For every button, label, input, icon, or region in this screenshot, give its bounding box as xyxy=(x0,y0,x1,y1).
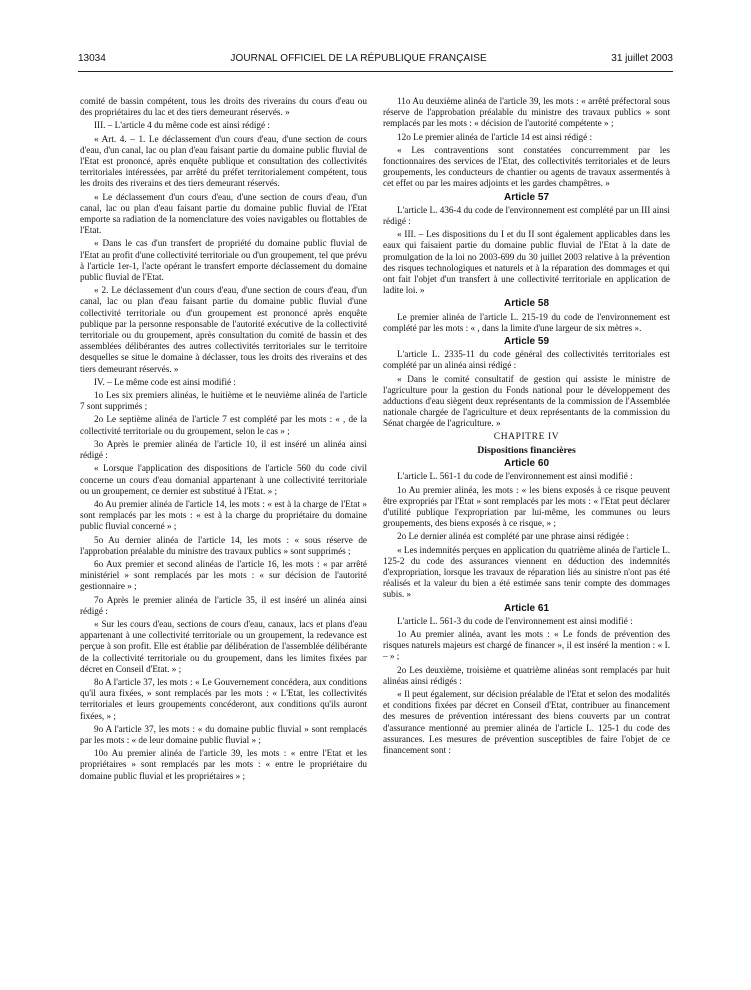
paragraph: « Lorsque l'application des dispositions de l'article 560 du code civil concerne un cours d'eau domanial appartenant à une collectivité territoriale ou un groupement, ce dernier est substitué à l'Etat. » ; xyxy=(80,463,367,496)
paragraph: 12o Le premier alinéa de l'article 14 est ainsi rédigé : xyxy=(397,131,593,142)
paragraph: 10o Au premier alinéa de l'article 39, les mots : « entre l'Etat et les propriétaires » sont remplacés par les mots : « entre le propriétaire du domaine public fluvial et les propriétaires » ; xyxy=(80,748,367,781)
article-heading: Article 61 xyxy=(503,602,550,614)
paragraph: 7o Après le premier alinéa de l'article 35, il est inséré un alinéa ainsi rédigé : xyxy=(80,594,367,616)
paragraph: 11o Au deuxième alinéa de l'article 39, les mots : « arrêté préfectoral sous réserve de l'approbation préalable du ministre des travaux publics » sont remplacés par les mots : « décision de l'autorité compétente » ; xyxy=(383,96,670,129)
paragraph: « Sur les cours d'eau, sections de cours d'eau, canaux, lacs et plans d'eau appartenant à une collectivité territoriale ou un groupement, la redevance est perçue à son profit. Elle est établie par délibération de l'assemblée délibérante de la collectivité territoriale ou du groupement, dans les limites fixées par décret en Conseil d'Etat. » ; xyxy=(80,618,367,674)
paragraph: « III. – Les dispositions du I et du II sont également applicables dans les eaux qui faisaient partie du domaine public fluvial de l'Etat à la date de promulgation de la loi no 2003-699 du 30 juillet 2003 relative à la prévention des risques technologiques et naturels et à la réparation des dommages et qui ont fait l'objet d'un transfert à une collectivité territoriale en application de ladite loi. » xyxy=(383,229,670,296)
chapter-title: Dispositions financières xyxy=(477,444,576,456)
paragraph: « Les indemnités perçues en application du quatrième alinéa de l'article L. 125-2 du code des assurances viennent en déduction des indemnités d'expropriation, lorsque les travaux de réparation liés au sinistre n'ont pas été réalisés et la valeur du bien a été estimée sans tenir compte des dommages subis. » xyxy=(383,544,670,600)
paragraph: « Dans le comité consultatif de gestion qui assiste le ministre de l'agriculture pour la gestion du Fonds national pour le développement des adductions d'eau siègent deux représentants de la commission de l'Assemblée nationale chargée de l'agriculture et deux représentants de la commission du Sénat chargée de l'agriculture. » xyxy=(383,373,670,429)
paragraph: L'article L. 561-1 du code de l'environnement est ainsi modifié : xyxy=(397,471,633,482)
publication-date: 31 juillet 2003 xyxy=(611,53,673,64)
paragraph: L'article L. 561-3 du code de l'environnement est ainsi modifié : xyxy=(397,615,633,626)
paragraph: Le premier alinéa de l'article L. 215-19 du code de l'environnement est complété par les mots : « , dans la limite d'une largeur de six mètres ». xyxy=(383,311,670,333)
paragraph: 2o Le dernier alinéa est complété par une phrase ainsi rédigée : xyxy=(397,531,629,542)
paragraph: « Les contraventions sont constatées concurremment par les fonctionnaires des services de l'Etat, des collectivités territoriales et de leurs groupements, les conducteurs de chantier ou agents de travaux assermentés à cet effet ou par les maires adjoints et les gardes champêtres. » xyxy=(383,144,670,189)
paragraph: 1o Au premier alinéa, les mots : « les biens exposés à ce risque peuvent être expropriés par l'Etat » sont remplacés par les mots : « l'Etat peut déclarer d'utilité publique l'expropriation par lui-même, les communes ou leurs groupements, des biens exposés à ce risque, » ; xyxy=(383,484,670,529)
chapter-label: CHAPITRE IV xyxy=(493,431,560,442)
paragraph: « Le déclassement d'un cours d'eau, d'une section de cours d'eau, d'un canal, lac ou plan d'eau faisant partie du domaine public fluvial de l'Etat emporte sa radiation de la nomenclature des voies navigables ou flottables de l'Etat. xyxy=(80,191,367,236)
paragraph: 5o Au dernier alinéa de l'article 14, les mots : « sous réserve de l'approbation préalable du ministre des travaux publics » sont supprimés ; xyxy=(80,534,367,556)
header-rule xyxy=(78,71,673,72)
right-column xyxy=(383,96,670,758)
article-heading: Article 60 xyxy=(503,458,550,470)
paragraph: « Il peut également, sur décision préalable de l'Etat et selon des modalités et conditions fixées par décret en Conseil d'Etat, contribuer au financement des mesures de prévention intéressant des biens couverts par un contrat d'assurance mentionné au premier alinéa de l'article L. 125-1 du code des assurances. Les mesures de prévention susceptibles de faire l'objet de ce financement sont : xyxy=(383,688,670,755)
article-heading: Article 59 xyxy=(503,336,550,348)
paragraph: 8o A l'article 37, les mots : « Le Gouvernement concédera, aux conditions qu'il aura fixées, » sont remplacés par les mots : « L'Etat, les collectivités territoriales et leurs groupements concéderont, aux conditions qu'ils auront fixées, » ; xyxy=(80,676,367,721)
page-header xyxy=(78,53,673,69)
paragraph: 1o Les six premiers alinéas, le huitième et le neuvième alinéa de l'article 7 sont supprimés ; xyxy=(80,390,367,412)
paragraph: « Art. 4. – 1. Le déclassement d'un cours d'eau, d'une section de cours d'eau, d'un canal, lac ou plan d'eau faisant partie du domaine public fluvial de l'Etat est prononcé, après enquête publique et consultation des collectivités territoriales intéressées, par arrêté du préfet territorialement compétent, tous les droits des riverains et des tiers demeurant réservés. xyxy=(80,133,367,189)
article-heading: Article 58 xyxy=(503,298,550,310)
paragraph: comité de bassin compétent, tous les droits des riverains du cours d'eau ou des propriétaires du lac et des tiers demeurant réservés. » xyxy=(80,96,367,118)
page-number: 13034 xyxy=(78,53,106,64)
paragraph: L'article L. 436-4 du code de l'environnement est complété par un III ainsi rédigé : xyxy=(383,204,670,227)
paragraph: 9o A l'article 37, les mots : « du domaine public fluvial » sont remplacés par les mots : « de leur domaine public fluvial » ; xyxy=(80,723,367,745)
paragraph: « 2. Le déclassement d'un cours d'eau, d'une section de cours d'eau, d'un canal, lac ou plan d'eau faisant partie du domaine public fluvial d'une collectivité territoriale ou d'un groupement est prononcé après enquête publique par la personne responsable de l'autorité exécutive de la collectivité territoriale ou du groupement, après consultation du comité de bassin et des assemblées délibérantes des autres collectivités territoriales sur le territoire desquelles se situe le domaine à déclasser, tous les droits des riverains et des tiers demeurant réservés. » xyxy=(80,285,367,374)
paragraph: III. – L'article 4 du même code est ainsi rédigé : xyxy=(94,120,270,131)
journal-title: JOURNAL OFFICIEL DE LA RÉPUBLIQUE FRANÇAISE xyxy=(230,53,487,64)
paragraph: 2o Le septième alinéa de l'article 7 est complété par les mots : « , de la collectivité territoriale ou du groupement, selon le cas » ; xyxy=(80,414,367,436)
paragraph: 3o Après le premier alinéa de l'article 10, il est inséré un alinéa ainsi rédigé : xyxy=(80,438,367,461)
article-heading: Article 57 xyxy=(503,191,550,203)
paragraph: 6o Aux premier et second alinéas de l'article 16, les mots : « par arrêté ministériel » sont remplacés par les mots : « sur décision de l'autorité gestionnaire » ; xyxy=(80,558,367,592)
paragraph: 1o Au premier alinéa, avant les mots : « Le fonds de prévention des risques naturels majeurs est chargé de financer », il est inséré la mention : « I. – » ; xyxy=(383,628,670,662)
paragraph: L'article L. 2335-11 du code général des collectivités territoriales est complété par un alinéa ainsi rédigé : xyxy=(383,349,670,371)
paragraph: 2o Les deuxième, troisième et quatrième alinéas sont remplacés par huit alinéas ainsi rédigés : xyxy=(383,664,670,686)
paragraph: IV. – Le même code est ainsi modifié : xyxy=(94,376,236,387)
paragraph: 4o Au premier alinéa de l'article 14, les mots : « est à la charge de l'Etat » sont remplacés par les mots : « est à la charge du propriétaire du domaine public fluvial concerné » ; xyxy=(80,498,367,532)
paragraph: « Dans le cas d'un transfert de propriété du domaine public fluvial de l'Etat au profit d'une collectivité territoriale ou d'un groupement, tel que prévu à l'article 1er-1, l'acte opérant le transfert emporte déclassement du domaine public fluvial de l'Etat. xyxy=(80,238,367,283)
left-column xyxy=(80,96,367,784)
